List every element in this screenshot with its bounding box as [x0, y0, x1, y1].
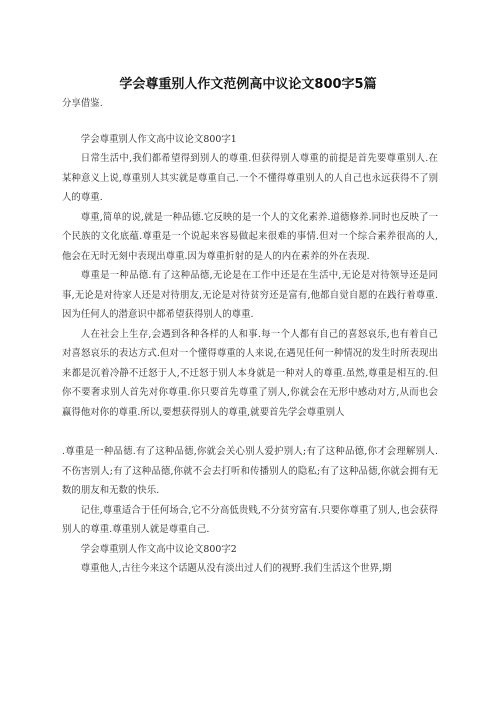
share-note: 分享借鉴.: [62, 98, 103, 109]
paragraph: 尊重他人,古往今来这个话题从没有淡出过人们的视野.我们生活这个世界,期: [80, 563, 392, 574]
spacer: [62, 422, 438, 442]
section-heading-2: 学会尊重别人作文高中议论文800字2: [80, 543, 237, 555]
paragraph: .尊重是一种品德.有了这种品德,你就会关心别人爱护别人;有了这种品德,你才会理解别人.不伤害别人;有了这种品德,你就不会去打听和传播别人的隐私;有了这种品德,你就会拥有无数的朋友和无数的快乐.: [62, 446, 438, 496]
paragraph: 日常生活中,我们都希望得到别人的尊重.但获得别人尊重的前提是首先要尊重别人.在某种意义上说,尊重别人其实就是尊重自己.一个不懂得尊重别人的人自己也永远获得不了别人的尊重.: [62, 153, 438, 203]
paragraph: 尊重,简单的说,就是一种品德.它反映的是一个人的文化素养.道德修养.同时也反映了一个民族的文化底蕴.尊重是一个说起来容易做起来很难的事情.但对一个综合素养很高的人,他会在无时无刻中表现出尊重.因为尊重折射的是人的内在素养的外在表现.: [62, 211, 438, 262]
section-heading-1: 学会尊重别人作文高中议论文800字1: [80, 133, 237, 145]
document-body: [62, 94, 438, 579]
document-title: 学会尊重别人作文范例高中议论文800字5篇: [119, 77, 377, 92]
spacer: [62, 114, 438, 130]
paragraph: 记住,尊重适合于任何场合,它不分高低贵贱,不分贫穷富有.只要你尊重了别人,也会获得别人的尊重.尊重别人就是尊重自己.: [62, 504, 438, 535]
paragraph: 人在社会上生存,会遇到各种各样的人和事.每一个人都有自己的喜怒哀乐,也有着自己对喜怒哀乐的表达方式.但对一个懂得尊重的人来说,在遇见任何一种情况的发生时所表现出来都是沉着冷静不迁怒于人,不迁怒于别人本身就是一种对人的尊重.虽然,尊重是相互的.但你不要奢求别人首先对你尊重.你只要首先尊重了别人,你就会在无形中感动对方,从而也会赢得他对你的尊重.所以,要想获得别人的尊重,就要首先学会尊重别人: [62, 328, 438, 418]
paragraph: 尊重是一种品德.有了这种品德,无论是在工作中还是在生活中,无论是对待领导还是同事,无论是对待家人还是对待朋友,无论是对待贫穷还是富有,他都自觉自愿的在践行着尊重.因为任何人的潜意识中都希望获得别人的尊重.: [62, 270, 438, 320]
